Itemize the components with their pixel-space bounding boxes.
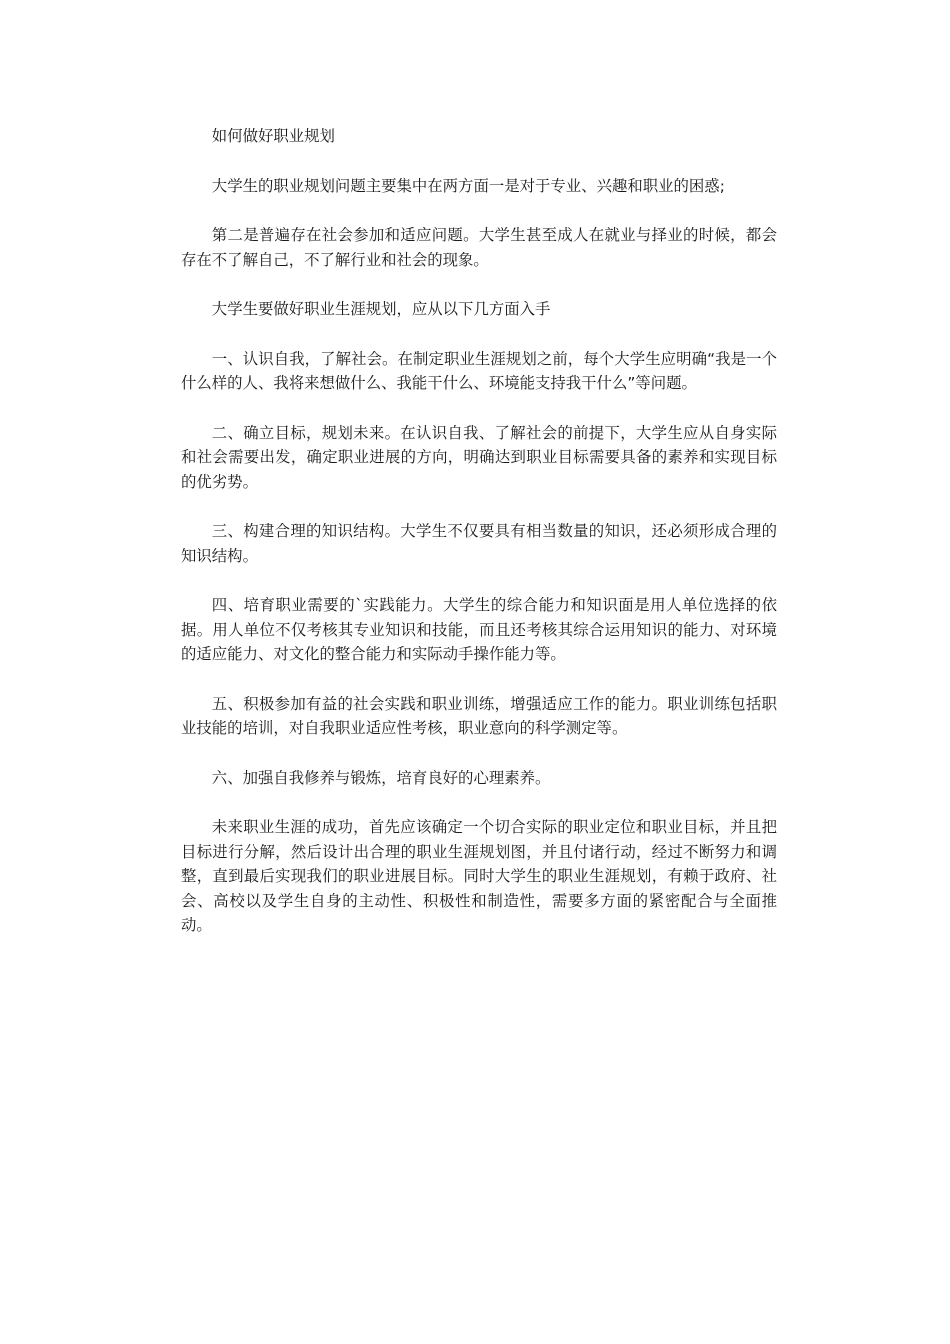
paragraph: 二、确立目标，规划未来。在认识自我、了解社会的前提下，大学生应从自身实际和社会需要出发，确定职业进展的方向，明确达到职业目标需要具备的素养和实现目标的优劣势。	[181, 423, 777, 491]
paragraph: 五、积极参加有益的社会实践和职业训练，增强适应工作的能力。职业训练包括职业技能的培训，对自我职业适应性考核，职业意向的科学测定等。	[181, 694, 777, 737]
document-page	[181, 124, 777, 963]
paragraph: 第二是普遍存在社会参加和适应问题。大学生甚至成人在就业与择业的时候，都会存在不了解自己，不了解行业和社会的现象。	[181, 226, 777, 269]
paragraph: 六、加强自我修养与锻炼，培育良好的心理素养。	[211, 768, 551, 787]
section-intro: 大学生要做好职业生涯规划，应从以下几方面入手	[211, 300, 551, 318]
conclusion-paragraph: 未来职业生涯的成功，首先应该确定一个切合实际的职业定位和职业目标，并且把目标进行分解，然后设计出合理的职业生涯规划图，并且付诸行动，经过不断努力和调整，直到最后实现我们的职业进展目标。同时大学生的职业生涯规划，有赖于政府、社会、高校以及学生自身的主动性、积极性和制造性，需要多方面的紧密配合与全面推动。	[181, 818, 777, 934]
paragraph: 一、认识自我，了解社会。在制定职业生涯规划之前，每个大学生应明确“我是一个什么样的人、我将来想做什么、我能干什么、环境能支持我干什么”等问题。	[181, 349, 777, 392]
document-title: 如何做好职业规划	[211, 127, 335, 145]
paragraph: 大学生的职业规划问题主要集中在两方面一是对于专业、兴趣和职业的困惑;	[211, 176, 725, 195]
paragraph: 三、构建合理的知识结构。大学生不仅要具有相当数量的知识，还必须形成合理的知识结构。	[181, 522, 777, 565]
paragraph: 四、培育职业需要的`实践能力。大学生的综合能力和知识面是用人单位选择的依据。用人单位不仅考核其专业知识和技能，而且还考核其综合运用知识的能力、对环境的适应能力、对文化的整合能力和实际动手操作能力等。	[181, 596, 777, 663]
